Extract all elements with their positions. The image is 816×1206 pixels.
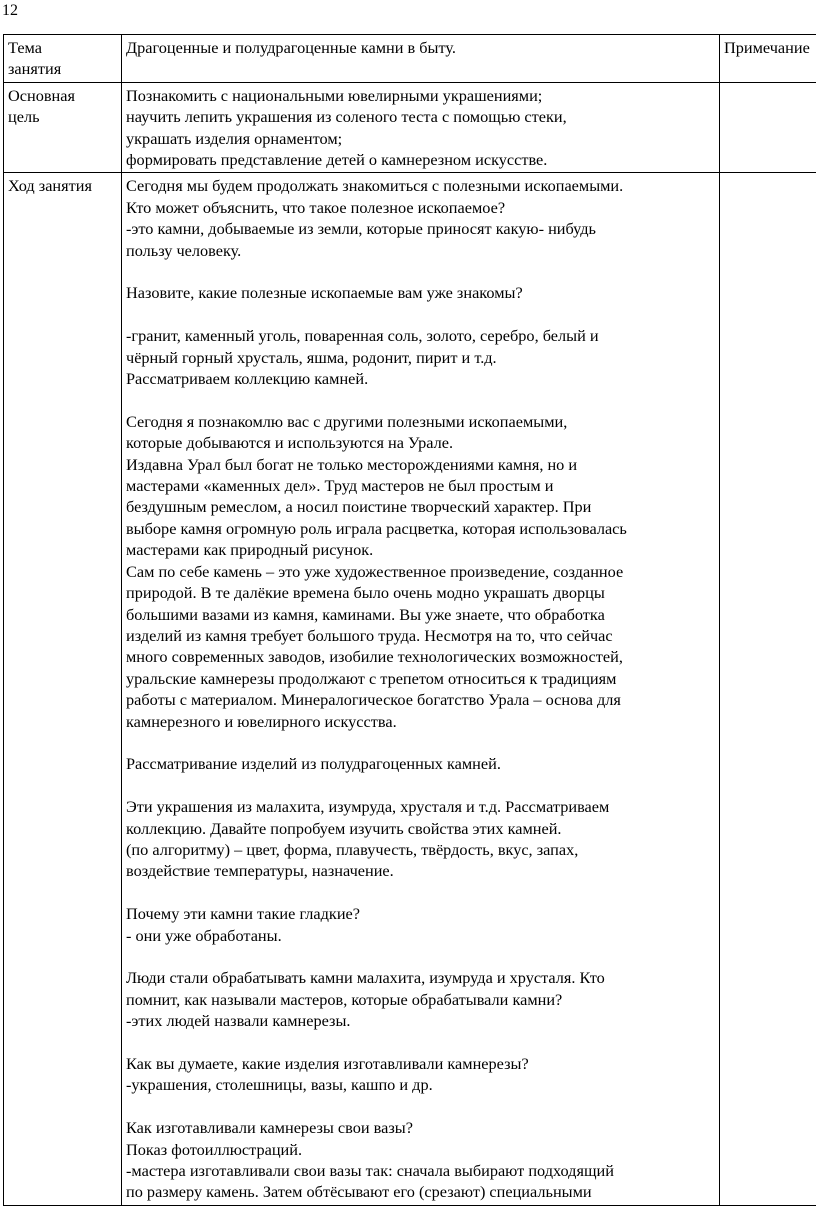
progress-text-line: -гранит, каменный уголь, поваренная соль, золото, серебро, белый и (126, 325, 719, 346)
goal-line: научить лепить украшения из соленого теста с помощью стеки, (126, 106, 719, 127)
progress-text-line: которые добываются и используются на Урале. (126, 432, 719, 453)
progress-text-line: -украшения, столешницы, вазы, кашпо и др. (126, 1074, 719, 1095)
progress-text-line: Почему эти камни такие гладкие? (126, 903, 719, 924)
progress-text-line: Как вы думаете, какие изделия изготавливали камнерезы? (126, 1053, 719, 1074)
notes-header-cell (720, 35, 816, 83)
paragraph-gap (126, 389, 719, 410)
progress-text-line: Рассматривание изделий из полудрагоценных камней. (126, 753, 719, 774)
progress-text-line: Люди стали обрабатывать камни малахита, изумруда и хрусталя. Кто (126, 967, 719, 988)
progress-text-line: выборе камня огромную роль играла расцветка, которая использовалась (126, 518, 719, 539)
goal-line: формировать представление детей о камнерезном искусстве. (126, 149, 719, 170)
progress-text-line: воздействие температуры, назначение. (126, 860, 719, 881)
paragraph-gap (126, 1032, 719, 1053)
page-number: 12 (2, 2, 18, 20)
goal-label-cell (4, 82, 122, 173)
progress-text-line: Как изготавливали камнерезы свои вазы? (126, 1117, 719, 1138)
goal-label-line: цель (8, 106, 121, 127)
paragraph-gap (126, 1096, 719, 1117)
progress-text-line: - они уже обработаны. (126, 925, 719, 946)
table-row-progress (4, 173, 816, 1205)
progress-text-line: Назовите, какие полезные ископаемые вам уже знакомы? (126, 282, 719, 303)
progress-text-line: Сам по себе камень – это уже художественное произведение, созданное (126, 561, 719, 582)
progress-text-line: Сегодня я познакомлю вас с другими полезными ископаемыми, (126, 411, 719, 432)
progress-content-cell (122, 173, 720, 1205)
progress-text-line: мастерами как природный рисунок. (126, 539, 719, 560)
progress-text-line: работы с материалом. Минералогическое богатство Урала – основа для (126, 689, 719, 710)
progress-text-line: -этих людей назвали камнерезы. (126, 1010, 719, 1031)
progress-text-line: помнит, как называли мастеров, которые обрабатывали камни? (126, 989, 719, 1010)
progress-label-cell (4, 173, 122, 1205)
table-row-goal (4, 82, 816, 173)
progress-text-line: Показ фотоиллюстраций. (126, 1139, 719, 1160)
progress-text-line: (по алгоритму) – цвет, форма, плавучесть, твёрдость, вкус, запах, (126, 839, 719, 860)
goal-note-cell (720, 82, 816, 173)
paragraph-gap (126, 946, 719, 967)
goal-content-cell (122, 82, 720, 173)
progress-text-line: Кто может объяснить, что такое полезное ископаемое? (126, 197, 719, 218)
goal-label-line: Основная (8, 85, 121, 106)
progress-text-line: Сегодня мы будем продолжать знакомиться с полезными ископаемыми. (126, 175, 719, 196)
progress-text-line: камнерезного и ювелирного искусства. (126, 711, 719, 732)
table-row-topic (4, 35, 816, 83)
lesson-plan-table (3, 34, 816, 1206)
progress-text-line: уральские камнерезы продолжают с трепетом относиться к традициям (126, 668, 719, 689)
progress-text-line: природой. В те далёкие времена было очень модно украшать дворцы (126, 582, 719, 603)
paragraph-gap (126, 775, 719, 796)
topic-label-line: Тема (8, 37, 121, 58)
progress-text-line: коллекцию. Давайте попробуем изучить свойства этих камней. (126, 818, 719, 839)
topic-content-cell (122, 35, 720, 83)
progress-text-line: Эти украшения из малахита, изумруда, хрусталя и т.д. Рассматриваем (126, 796, 719, 817)
topic-label-cell (4, 35, 122, 83)
goal-line: Познакомить с национальными ювелирными украшениями; (126, 85, 719, 106)
progress-text-line: пользу человеку. (126, 240, 719, 261)
progress-text-line: по размеру камень. Затем обтёсывают его (срезают) специальными (126, 1181, 719, 1202)
progress-text-line: -мастера изготавливали свои вазы так: сначала выбирают подходящий (126, 1160, 719, 1181)
progress-text-line: чёрный горный хрусталь, яшма, родонит, пирит и т.д. (126, 347, 719, 368)
progress-text-line: -это камни, добываемые из земли, которые приносят какую- нибудь (126, 218, 719, 239)
progress-note-cell (720, 173, 816, 1205)
goal-line: украшать изделия орнаментом; (126, 128, 719, 149)
progress-text-line: изделий из камня требует большого труда. Несмотря на то, что сейчас (126, 625, 719, 646)
topic-label-line: занятия (8, 58, 121, 79)
progress-label: Ход занятия (8, 175, 121, 196)
paragraph-gap (126, 732, 719, 753)
progress-text-line: Издавна Урал был богат не только месторождениями камня, но и (126, 454, 719, 475)
paragraph-gap (126, 261, 719, 282)
progress-text-line: много современных заводов, изобилие технологических возможностей, (126, 646, 719, 667)
progress-text-line: мастерами «каменных дел». Труд мастеров не был простым и (126, 475, 719, 496)
progress-text-line: большими вазами из камня, каминами. Вы уже знаете, что обработка (126, 604, 719, 625)
paragraph-gap (126, 882, 719, 903)
notes-header-text: Примечание (724, 37, 816, 58)
lesson-topic-text: Драгоценные и полудрагоценные камни в быту. (126, 37, 719, 58)
progress-text-line: бездушным ремеслом, а носил поистине творческий характер. При (126, 496, 719, 517)
paragraph-gap (126, 304, 719, 325)
progress-text-line: Рассматриваем коллекцию камней. (126, 368, 719, 389)
